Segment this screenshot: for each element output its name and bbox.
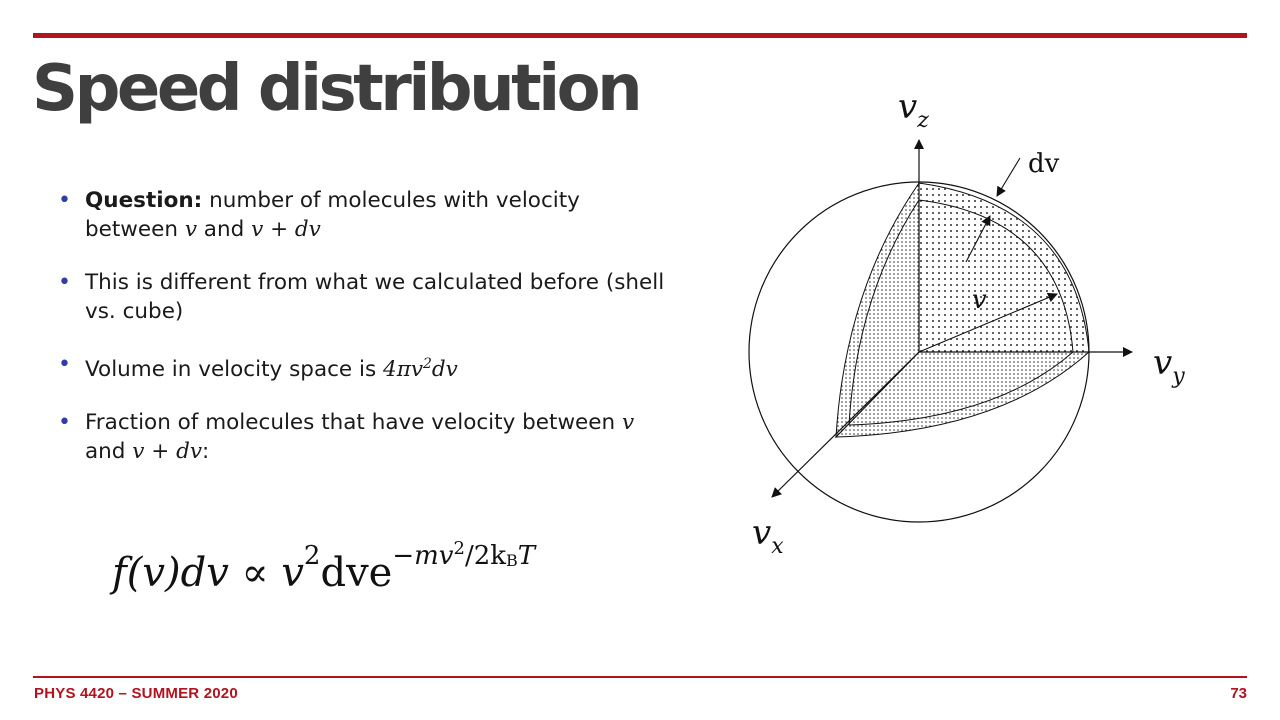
bullet-shell-vs-cube	[58, 268, 678, 326]
bullet-fraction	[58, 408, 678, 466]
formula-lhs: f(v)dv ∝ v	[112, 550, 304, 596]
math-v-plus-dv: v + dv	[251, 217, 321, 242]
octant-face-yz	[919, 183, 1089, 352]
label-v: v	[972, 285, 987, 315]
top-rule	[33, 33, 1247, 38]
bullet-text: Volume in velocity space is	[85, 357, 384, 383]
bullet-volume	[58, 350, 678, 384]
maxwell-formula	[112, 538, 535, 596]
bullet-text: number of molecules with velocity between	[85, 188, 580, 242]
velocity-sphere-diagram	[740, 90, 1220, 570]
bullet-text: and	[196, 217, 252, 242]
formula-exp-mv: −mv	[392, 541, 454, 571]
bullet-dot: •	[58, 270, 71, 295]
label-vy: $v_y$	[1153, 343, 1185, 389]
formula-sub-b: B	[506, 551, 518, 570]
bullet-dot: •	[58, 352, 71, 377]
label-vx: $v_x$	[752, 513, 784, 559]
bullet-list	[58, 186, 678, 490]
bullet-text: and	[85, 439, 133, 465]
bullet-bold-label: Question:	[85, 188, 203, 213]
bullet-dot: •	[58, 188, 71, 213]
math-v: v	[184, 217, 197, 242]
formula-dve: dve	[320, 550, 393, 596]
bullet-text: :	[202, 439, 210, 465]
bullet-dot: •	[58, 410, 71, 436]
math-v: v	[621, 410, 635, 436]
dv-arrow-outer	[997, 158, 1020, 196]
formula-t: T	[517, 541, 536, 571]
footer-course: PHYS 4420 – SUMMER 2020	[34, 685, 238, 702]
formula-exp-square: 2	[453, 538, 465, 559]
bullet-question	[58, 186, 678, 244]
formula-exp-rest: /2k	[464, 541, 506, 571]
math-4piv: 4πv	[383, 357, 423, 383]
bullet-text: This is different from what we calculated before (shell vs. cube)	[85, 270, 665, 324]
math-v-plus-dv: v + dv	[132, 439, 203, 465]
footer-page-number: 73	[1230, 685, 1247, 702]
label-dv: dv	[1028, 149, 1060, 179]
math-exponent: 2	[422, 356, 432, 372]
slide-title: Speed distribution	[32, 52, 640, 126]
formula-square: 2	[303, 541, 321, 571]
label-vz: $v_z$	[898, 90, 929, 133]
bottom-rule	[33, 676, 1247, 678]
formula-exponent	[392, 538, 536, 571]
bullet-text: Fraction of molecules that have velocity between	[85, 410, 622, 436]
math-dv: dv	[431, 357, 458, 383]
